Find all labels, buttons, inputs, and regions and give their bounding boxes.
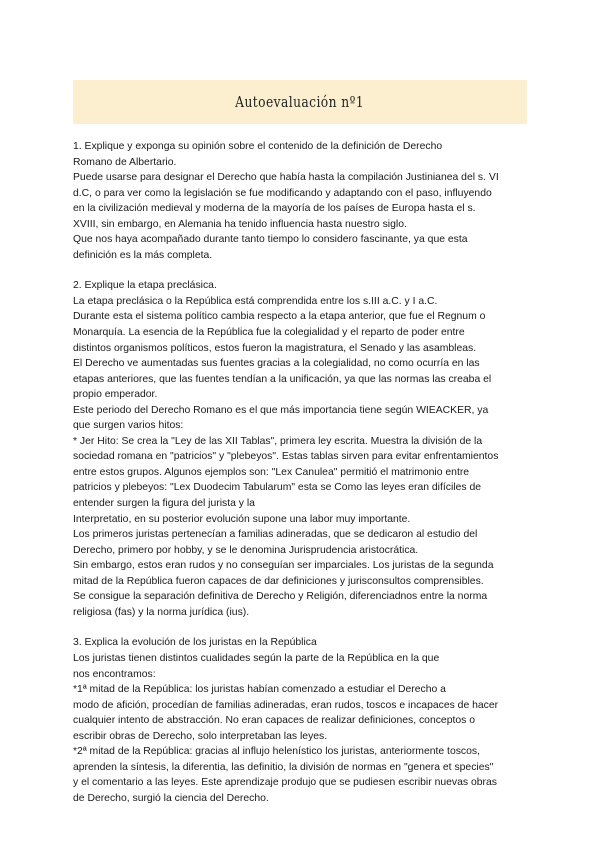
answer-line: y el comentario a las leyes. Este aprendizaje produjo que se pudiesen escribir nuevas obras [73, 777, 497, 789]
answer-line: Los juristas tienen distintos cualidades según la parte de la República en la que [73, 652, 440, 664]
answer-line: etapas anteriores, que las fuentes tendían a la unificación, ya que las normas las creaba el [73, 373, 492, 385]
answer-line: mitad de la República fueron capaces de dar definiciones y jurisconsultos comprensibles. [73, 575, 484, 587]
answer-line: sociedad romana en "patricios" y "plebeyos". Estas tablas sirven para evitar enfrentamientos [73, 451, 499, 463]
answer-line: El Derecho ve aumentadas sus fuentes gracias a la colegialidad, no como ocurría en las [73, 358, 480, 370]
answer-line: Que nos haya acompañado durante tanto tiempo lo considero fascinante, ya que esta [73, 234, 468, 246]
answer-line: XVIII, sin embargo, en Alemania ha tenido influencia hasta nuestro siglo. [73, 218, 407, 230]
answer-line: Sin embargo, estos eran rudos y no conseguían ser imparciales. Los juristas de la segunda [73, 560, 494, 572]
answer-line: que surgen varios hitos: [73, 420, 184, 432]
answer-line: Romano de Albertario. [73, 156, 177, 168]
answer-line: Puede usarse para designar el Derecho que había hasta la compilación Justinianea del s. VI [73, 172, 499, 184]
answer-line: La etapa preclásica o la República está comprendida entre los s.III a.C. y I a.C. [73, 295, 438, 307]
answer-line: aprenden la síntesis, la diferentia, las definitio, la división de normas en "genera et species" [73, 761, 494, 773]
answer-line: *1ª mitad de la República: los juristas habían comenzado a estudiar el Derecho a [73, 684, 446, 696]
answer-line: definición es la más completa. [73, 249, 213, 261]
answer-line: Este periodo del Derecho Romano es el que más importancia tiene según WIEACKER, ya [73, 404, 489, 416]
answer-line: Durante esta el sistema político cambia respecto a la etapa anterior, que fue el Regnum o [73, 311, 486, 323]
answer-line: Derecho, primero por hobby, y se le denomina Jurisprudencia aristocrática. [73, 544, 419, 556]
answer-line: d.C, o para ver como la legislación se fue modificando y adaptando con el paso, influyendo [73, 187, 492, 199]
answer-line: * Jer Hito: Se crea la "Ley de las XII Tablas", primera ley escrita. Muestra la división de la [73, 435, 483, 447]
answer-line: distintos organismos políticos, estos fueron la magistratura, el Senado y las asambleas. [73, 342, 477, 354]
answer-line: Interpretatio, en su posterior evolución supone una labor muy importante. [73, 513, 411, 525]
answer-line: Los primeros juristas pertenecían a familias adineradas, que se dedicaron al estudio del [73, 529, 478, 541]
answer-line: de Derecho, surgió la ciencia del Derecho. [73, 792, 269, 804]
question-section [73, 139, 543, 263]
answer-line: Monarquía. La esencia de la República fue la colegialidad y el reparto de poder entre [73, 327, 465, 339]
question-heading: 2. Explique la etapa preclásica. [73, 280, 217, 292]
page-title: Autoevaluación nº1 [235, 93, 365, 111]
answer-line: propio emperador. [73, 389, 158, 401]
answer-line: entre estos grupos. Algunos ejemplos son: "Lex Canulea" permitió el matrimonio entre [73, 466, 470, 478]
answer-line: en la civilización medieval y moderna de la mayoría de los países de Europa hasta el s. [73, 203, 476, 215]
answer-line: cualquier intento de abstracción. No eran capaces de realizar definiciones, conceptos o [73, 715, 476, 727]
question-heading: 3. Explica la evolución de los juristas en la República [73, 637, 317, 649]
answer-line: religiosa (fas) y la norma jurídica (ius). [73, 606, 250, 618]
question-heading: 1. Explique y exponga su opinión sobre el contenido de la definición de Derecho [73, 141, 443, 152]
question-section [73, 635, 543, 806]
title-banner [73, 80, 527, 124]
question-section [73, 278, 543, 620]
answer-line: patricios y plebeyos: "Lex Duodecim Tabularum" esta se Como las leyes eran difíciles de [73, 482, 481, 494]
document-body [73, 139, 543, 821]
answer-line: Se consigue la separación definitiva de Derecho y Religión, diferenciadnos entre la norma [73, 591, 488, 603]
answer-line: modo de afición, procedían de familias adineradas, eran rudos, toscos e incapaces de hacer [73, 699, 499, 711]
answer-line: escribir obras de Derecho, solo interpretaban las leyes. [73, 730, 328, 742]
answer-line: entender surgen la figura del jurista y la [73, 498, 255, 510]
answer-line: nos encontramos: [73, 668, 156, 680]
answer-line: *2ª mitad de la República: gracias al influjo helenístico los juristas, anteriormente toscos, [73, 746, 480, 758]
